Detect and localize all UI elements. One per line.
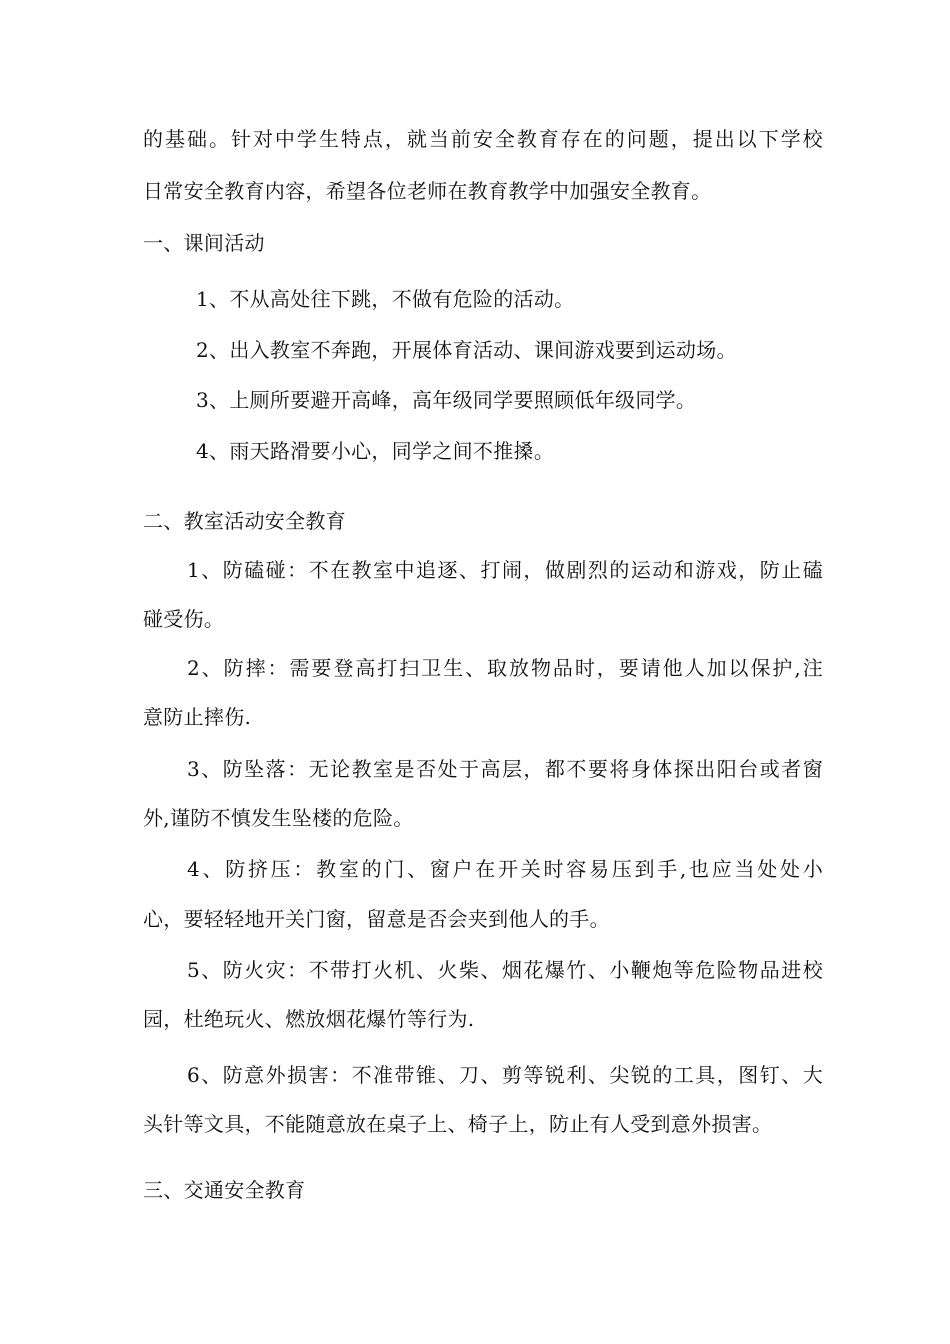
section-heading-1: 一、课间活动	[143, 231, 265, 255]
intro-line-1: 的基础。针对中学生特点，就当前安全教育存在的问题，提出以下学校	[143, 127, 823, 151]
paragraph-line: 5、防火灾：不带打火机、火柴、烟花爆竹、小鞭炮等危险物品进校	[187, 958, 823, 982]
paragraph-line: 园，杜绝玩火、燃放烟花爆竹等行为.	[143, 1007, 475, 1031]
paragraph-line: 外,谨防不慎发生坠楼的危险。	[143, 806, 414, 830]
paragraph-line: 6、防意外损害：不准带锥、刀、剪等锐利、尖锐的工具，图钉、大	[187, 1063, 823, 1087]
paragraph-line: 心，要轻轻地开关门窗，留意是否会夹到他人的手。	[143, 907, 610, 931]
section-heading-2: 二、教室活动安全教育	[143, 509, 346, 533]
paragraph-line: 1、防磕碰：不在教室中追逐、打闹，做剧烈的运动和游戏，防止磕	[187, 558, 823, 582]
list-item: 4、雨天路滑要小心，同学之间不推搡。	[196, 439, 555, 463]
section-heading-3: 三、交通安全教育	[143, 1178, 306, 1202]
list-item: 3、上厕所要避开高峰，高年级同学要照顾低年级同学。	[196, 388, 697, 412]
paragraph-line: 2、防摔：需要登高打扫卫生、取放物品时，要请他人加以保护,注	[187, 656, 823, 680]
paragraph-line: 4、防挤压：教室的门、窗户在开关时容易压到手,也应当处处小	[187, 857, 823, 881]
paragraph-line: 意防止摔伤.	[143, 705, 252, 729]
paragraph-line: 头针等文具，不能随意放在桌子上、椅子上，防止有人受到意外损害。	[143, 1112, 773, 1136]
paragraph-line: 碰受伤。	[143, 607, 225, 631]
list-item: 1、不从高处往下跳，不做有危险的活动。	[196, 287, 575, 311]
intro-line-2: 日常安全教育内容，希望各位老师在教育教学中加强安全教育。	[143, 179, 712, 203]
list-item: 2、出入教室不奔跑，开展体育活动、课间游戏要到运动场。	[196, 338, 737, 362]
paragraph-line: 3、防坠落：无论教室是否处于高层，都不要将身体探出阳台或者窗	[187, 757, 823, 781]
